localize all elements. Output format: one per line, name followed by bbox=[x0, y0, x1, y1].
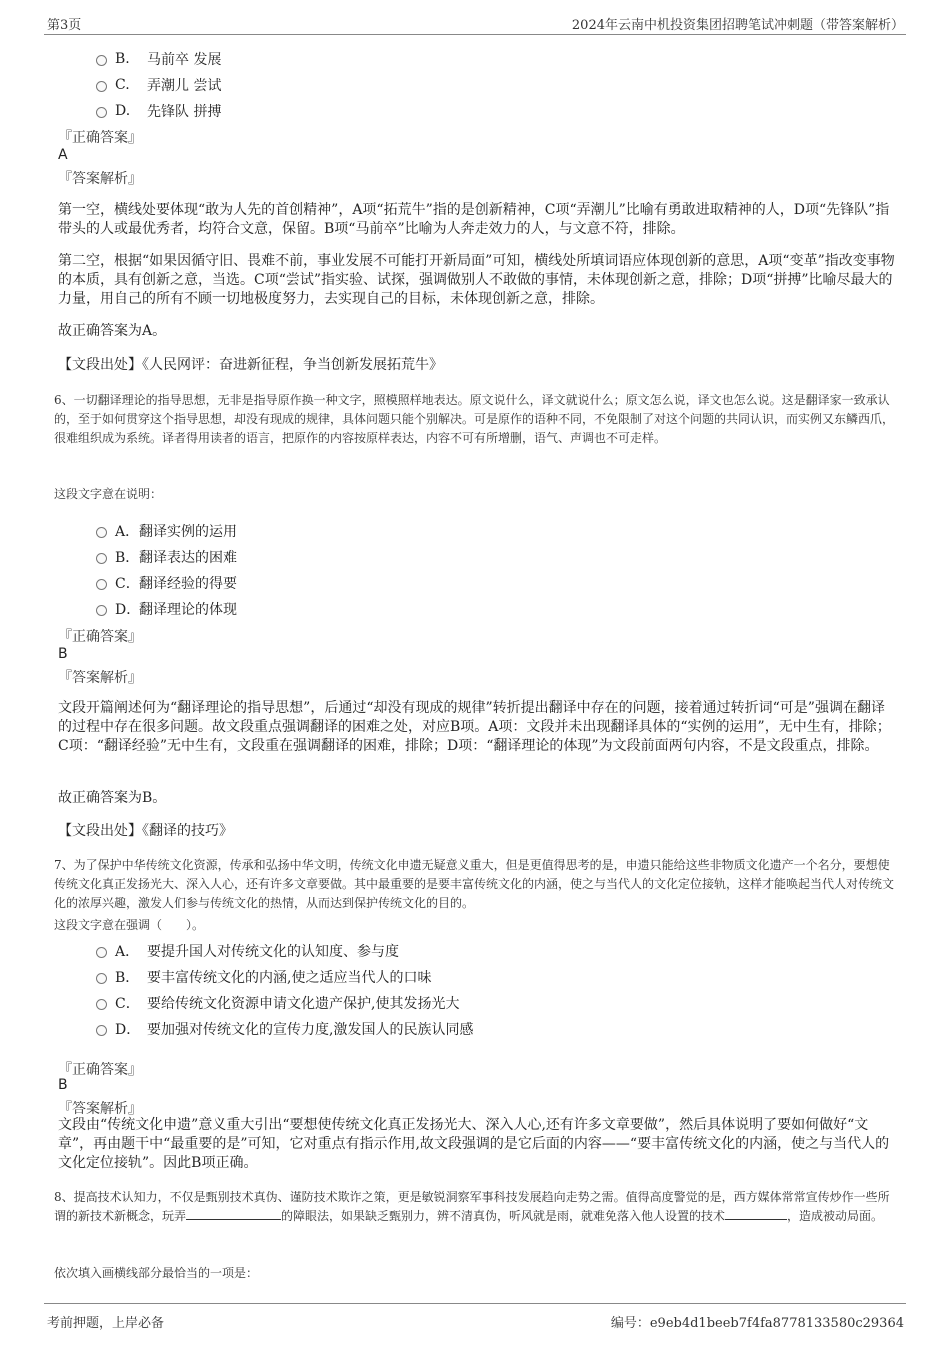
radio-icon[interactable] bbox=[96, 107, 107, 118]
radio-icon[interactable] bbox=[96, 527, 107, 538]
q5-analysis-paragraph-1: 第一空，横线处要体现“敢为人先的首创精神”，A项“拓荒牛”指的是创新精神，C项“弄潮儿”比喻有勇敢进取精神的人，D项“先锋队”指带头的人或最优秀者，均符合文意，保留。B项“马前卒”比喻为人奔走效力的人，与文意不符，排除。 bbox=[58, 202, 890, 237]
option-letter: C． bbox=[115, 996, 140, 1012]
q5-option-b[interactable] bbox=[96, 49, 221, 69]
q7-answer-label: 『正确答案』 bbox=[58, 1062, 142, 1078]
document-title: 2024年云南中机投资集团招聘笔试冲刺题（带答案解析） bbox=[571, 18, 904, 33]
radio-icon[interactable] bbox=[96, 579, 107, 590]
page-number: 第3页 bbox=[47, 18, 82, 33]
q5-answer-label: 『正确答案』 bbox=[58, 130, 142, 146]
q6-question-text: 6、一切翻译理论的指导思想，无非是指导原作换一种文字，照模照样地表达。原文说什么，译文就说什么；原文怎么说，译文也怎么说。这是翻译家一致承认的，至于如何贯穿这个指导思想，却没有现成的规律，具体问题只能个别解决。可是原作的语种不同，不免限制了对这个问题的共同认识，而实例又东鳞西爪，很难组织成为系统。译者得用读者的语言，把原作的内容按原样表达，内容不可有所增删，语气、声调也不可走样。 bbox=[54, 393, 895, 445]
q8-prompt: 依次填入画横线部分最恰当的一项是： bbox=[54, 1266, 259, 1280]
option-letter: D. bbox=[115, 103, 131, 119]
option-text: 翻译表达的困难 bbox=[139, 550, 237, 566]
option-text: 要加强对传统文化的宣传力度,激发国人的民族认同感 bbox=[147, 1022, 474, 1038]
radio-icon[interactable] bbox=[96, 947, 107, 958]
option-letter: B． bbox=[115, 970, 140, 986]
option-text: 先锋队 拼搏 bbox=[147, 104, 222, 120]
option-text: 弄潮儿 尝试 bbox=[147, 78, 222, 94]
radio-icon[interactable] bbox=[96, 1025, 107, 1036]
option-text: 马前卒 发展 bbox=[147, 52, 222, 68]
q7-answer: B bbox=[58, 1077, 68, 1093]
option-text: 要给传统文化资源申请文化遗产保护,使其发扬光大 bbox=[147, 996, 460, 1012]
option-text: 要提升国人对传统文化的认知度、参与度 bbox=[147, 944, 399, 960]
q5-option-c[interactable] bbox=[96, 75, 221, 95]
q7-option-a[interactable] bbox=[96, 941, 399, 961]
q5-conclusion: 故正确答案为A。 bbox=[58, 323, 167, 339]
document-code: 编号：e9eb4d1beeb7f4fa8778133580c29364 bbox=[610, 1316, 904, 1331]
q6-analysis: 文段开篇阐述何为“翻译理论的指导思想”，后通过“却没有现成的规律”转折提出翻译中存在的问题，接着通过转折词“可是”强调在翻译的过程中存在很多问题。故文段重点强调翻译的困难之处，对应B项。A项：文段并未出现翻译具体的“实例的运用”，无中生有，排除；C项：“翻译经验”无中生有，文段重在强调翻译的困难，排除；D项：“翻译理论的体现”为文段前面两句内容，不是文段重点，排除。 bbox=[58, 700, 891, 754]
option-letter: A． bbox=[115, 944, 140, 960]
radio-icon[interactable] bbox=[96, 999, 107, 1010]
q6-option-c[interactable] bbox=[96, 573, 237, 593]
q5-source: 【文段出处】《人民网评：奋进新征程，争当创新发展拓荒牛》 bbox=[58, 357, 443, 373]
radio-icon[interactable] bbox=[96, 81, 107, 92]
radio-icon[interactable] bbox=[96, 605, 107, 616]
q7-option-d[interactable] bbox=[96, 1019, 473, 1039]
q5-option-d[interactable] bbox=[96, 101, 221, 121]
option-letter: B． bbox=[115, 550, 140, 566]
option-letter: B. bbox=[115, 51, 130, 67]
q6-conclusion: 故正确答案为B。 bbox=[58, 790, 167, 806]
q8-text-part-2: 的障眼法，如果缺乏甄别力，辨不清真伪，听风就是雨，就难免落入他人设置的技术 bbox=[281, 1209, 726, 1223]
fill-blank-2[interactable] bbox=[725, 1207, 787, 1220]
q5-answer: A bbox=[58, 147, 68, 163]
q6-option-b[interactable] bbox=[96, 547, 237, 567]
option-letter: D． bbox=[115, 602, 141, 618]
q8-text-part-1: 8、提高技术认知力，不仅是甄别技术真伪、谨防技术欺诈之策，更是敏锐洞察军事科技发展趋向走势之需。值得高度警觉的是，西方媒体常常宣传炒作一些所谓的新技术新概念，玩弄 bbox=[54, 1190, 890, 1223]
option-letter: D． bbox=[115, 1022, 141, 1038]
footer-divider bbox=[44, 1303, 906, 1304]
q7-option-c[interactable] bbox=[96, 993, 459, 1013]
q6-analysis-label: 『答案解析』 bbox=[58, 670, 142, 686]
q5-analysis-paragraph-2: 第二空，根据“如果因循守旧、畏难不前，事业发展不可能打开新局面”可知，横线处所填词语应体现创新的意思，A项“变革”指改变事物的本质，具有创新之意，当选。C项“尝试”指实验、试探，强调做别人不敢做的事情，未体现创新之意，排除；D项“拼搏”比喻尽最大的力量，用自己的所有不顾一切地极度努力，去实现自己的目标，未体现创新之意，排除。 bbox=[58, 253, 895, 307]
q5-analysis-label: 『答案解析』 bbox=[58, 171, 142, 187]
option-text: 翻译实例的运用 bbox=[139, 524, 237, 540]
option-letter: C． bbox=[115, 576, 140, 592]
q6-option-a[interactable] bbox=[96, 521, 237, 541]
q7-question-text: 7、为了保护中华传统文化资源，传承和弘扬中华文明，传统文化申遗无疑意义重大，但是更值得思考的是，申遗只能给这些非物质文化遗产一个名分，要想使传统文化真正发扬光大、深入人心，还有许多文章要做。其中最重要的是要丰富传统文化的内涵，使之与当代人的文化定位接轨，这样才能唤起当代人对传统文化的浓厚兴趣，激发人们参与传统文化的热情，从而达到保护传统文化的目的。 bbox=[54, 858, 895, 910]
header-divider bbox=[44, 34, 906, 35]
option-text: 翻译经验的得要 bbox=[139, 576, 237, 592]
q8-text-part-3: ，造成被动局面。 bbox=[787, 1209, 884, 1223]
option-text: 要丰富传统文化的内涵,使之适应当代人的口味 bbox=[147, 970, 432, 986]
option-letter: A． bbox=[115, 524, 140, 540]
radio-icon[interactable] bbox=[96, 55, 107, 66]
q7-prompt: 这段文字意在强调（ ）。 bbox=[54, 918, 205, 932]
q6-answer-label: 『正确答案』 bbox=[58, 629, 142, 645]
q6-answer: B bbox=[58, 646, 68, 662]
q7-analysis-label: 『答案解析』 bbox=[58, 1101, 142, 1117]
option-letter: C. bbox=[115, 77, 130, 93]
q8-question-text bbox=[54, 1188, 900, 1226]
q6-source: 【文段出处】《翻译的技巧》 bbox=[58, 823, 233, 839]
q6-prompt: 这段文字意在说明： bbox=[54, 487, 163, 501]
footer-slogan: 考前押题，上岸必备 bbox=[47, 1316, 165, 1331]
fill-blank-1[interactable] bbox=[186, 1207, 281, 1220]
q6-option-d[interactable] bbox=[96, 599, 237, 619]
radio-icon[interactable] bbox=[96, 973, 107, 984]
radio-icon[interactable] bbox=[96, 553, 107, 564]
q7-option-b[interactable] bbox=[96, 967, 431, 987]
option-text: 翻译理论的体现 bbox=[139, 602, 237, 618]
q7-analysis: 文段由“传统文化申遗”意义重大引出“要想使传统文化真正发扬光大、深入人心,还有许多文章要做”，然后具体说明了要如何做好“文章”，再由题干中“最重要的是”可知，它对重点有指示作用,故文段强调的是它后面的内容——“要丰富传统文化的内涵，使之与当代人的文化定位接轨”。因此B项正确。 bbox=[58, 1117, 890, 1171]
